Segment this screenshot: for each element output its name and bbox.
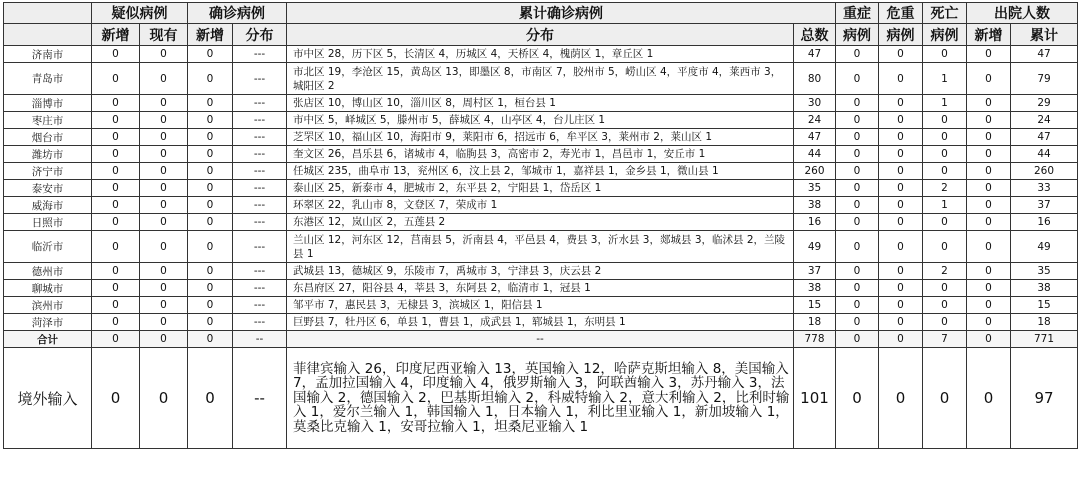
discharged-new-cell: 0 — [967, 46, 1011, 63]
total-severe-cell: 0 — [836, 331, 879, 348]
suspected-current-cell: 0 — [140, 63, 188, 95]
table-row — [4, 297, 1078, 314]
confirmed-distribution-cell: --- — [233, 129, 287, 146]
discharged-new-cell: 0 — [967, 263, 1011, 280]
imported-discharged-new-cell: 0 — [967, 348, 1011, 449]
suspected-current-cell: 0 — [140, 163, 188, 180]
death-cell: 0 — [923, 214, 967, 231]
total-critical-cell: 0 — [879, 331, 923, 348]
severe-cell: 0 — [836, 95, 879, 112]
confirmed-distribution-cell: --- — [233, 280, 287, 297]
suspected-new-cell: 0 — [92, 231, 140, 263]
suspected-current-cell: 0 — [140, 263, 188, 280]
imported-suspected-current-cell: 0 — [140, 348, 188, 449]
header-conf-distribution: 分布 — [233, 24, 287, 46]
imported-death-cell: 0 — [923, 348, 967, 449]
discharged-total-cell: 38 — [1011, 280, 1078, 297]
suspected-current-cell: 0 — [140, 46, 188, 63]
total-suspected-current-cell: 0 — [140, 331, 188, 348]
confirmed-new-cell: 0 — [188, 112, 233, 129]
discharged-total-cell: 29 — [1011, 95, 1078, 112]
cumulative-total-cell: 49 — [794, 231, 836, 263]
total-row — [4, 331, 1078, 348]
imported-label-cell: 境外输入 — [4, 348, 92, 449]
confirmed-distribution-cell: --- — [233, 180, 287, 197]
death-cell: 0 — [923, 112, 967, 129]
city-cell: 淄博市 — [4, 95, 92, 112]
discharged-total-cell: 47 — [1011, 46, 1078, 63]
discharged-total-cell: 37 — [1011, 197, 1078, 214]
header-death: 死亡 — [923, 3, 967, 24]
discharged-new-cell: 0 — [967, 297, 1011, 314]
table-row — [4, 180, 1078, 197]
suspected-current-cell: 0 — [140, 314, 188, 331]
header-critical-cases: 病例 — [879, 24, 923, 46]
severe-cell: 0 — [836, 214, 879, 231]
header-suspected: 疑似病例 — [92, 3, 188, 24]
critical-cell: 0 — [879, 146, 923, 163]
suspected-new-cell: 0 — [92, 63, 140, 95]
discharged-total-cell: 260 — [1011, 163, 1078, 180]
confirmed-distribution-cell: --- — [233, 95, 287, 112]
critical-cell: 0 — [879, 63, 923, 95]
death-cell: 0 — [923, 297, 967, 314]
header-row-top — [4, 3, 1078, 24]
confirmed-new-cell: 0 — [188, 163, 233, 180]
cumulative-total-cell: 15 — [794, 297, 836, 314]
total-confirmed-distribution-cell: -- — [233, 331, 287, 348]
cumulative-total-cell: 47 — [794, 46, 836, 63]
header-discharged-total: 累计 — [1011, 24, 1078, 46]
cumulative-total-cell: 18 — [794, 314, 836, 331]
severe-cell: 0 — [836, 112, 879, 129]
suspected-new-cell: 0 — [92, 297, 140, 314]
confirmed-new-cell: 0 — [188, 314, 233, 331]
severe-cell: 0 — [836, 180, 879, 197]
death-cell: 1 — [923, 95, 967, 112]
confirmed-new-cell: 0 — [188, 231, 233, 263]
discharged-new-cell: 0 — [967, 129, 1011, 146]
suspected-new-cell: 0 — [92, 314, 140, 331]
discharged-new-cell: 0 — [967, 314, 1011, 331]
suspected-current-cell: 0 — [140, 95, 188, 112]
cumulative-distribution-cell: 武城县 13，德城区 9，乐陵市 7，禹城市 3，宁津县 3，庆云县 2 — [287, 263, 794, 280]
critical-cell: 0 — [879, 180, 923, 197]
table-row — [4, 214, 1078, 231]
severe-cell: 0 — [836, 263, 879, 280]
severe-cell: 0 — [836, 280, 879, 297]
cumulative-distribution-cell: 芝罘区 10，福山区 10，海阳市 9，莱阳市 6，招远市 6，牟平区 3，莱州市 2，莱山区 1 — [287, 129, 794, 146]
table-body — [4, 46, 1078, 449]
city-cell: 临沂市 — [4, 231, 92, 263]
table-row — [4, 197, 1078, 214]
cumulative-total-cell: 38 — [794, 197, 836, 214]
discharged-new-cell: 0 — [967, 231, 1011, 263]
death-cell: 0 — [923, 314, 967, 331]
suspected-new-cell: 0 — [92, 46, 140, 63]
confirmed-distribution-cell: --- — [233, 314, 287, 331]
cumulative-distribution-cell: 泰山区 25，新泰市 4，肥城市 2，东平县 2，宁阳县 1，岱岳区 1 — [287, 180, 794, 197]
imported-confirmed-new-cell: 0 — [188, 348, 233, 449]
suspected-new-cell: 0 — [92, 263, 140, 280]
cumulative-distribution-cell: 市中区 28，历下区 5，长清区 4，历城区 4，天桥区 4，槐荫区 1，章丘区 1 — [287, 46, 794, 63]
suspected-new-cell: 0 — [92, 129, 140, 146]
death-cell: 2 — [923, 263, 967, 280]
discharged-new-cell: 0 — [967, 163, 1011, 180]
death-cell: 1 — [923, 197, 967, 214]
cumulative-distribution-cell: 市中区 5，峄城区 5，滕州市 5，薛城区 4，山亭区 4，台儿庄区 1 — [287, 112, 794, 129]
table-row — [4, 112, 1078, 129]
suspected-current-cell: 0 — [140, 112, 188, 129]
header-severe: 重症 — [836, 3, 879, 24]
city-cell: 青岛市 — [4, 63, 92, 95]
city-cell: 滨州市 — [4, 297, 92, 314]
suspected-new-cell: 0 — [92, 280, 140, 297]
confirmed-new-cell: 0 — [188, 280, 233, 297]
header-critical: 危重 — [879, 3, 923, 24]
suspected-new-cell: 0 — [92, 146, 140, 163]
total-discharged-new-cell: 0 — [967, 331, 1011, 348]
severe-cell: 0 — [836, 163, 879, 180]
header-sub-corner — [4, 24, 92, 46]
imported-cumulative-distribution-cell: 菲律宾输入 26，印度尼西亚输入 13，英国输入 12，哈萨克斯坦输入 8，美国输入 7，孟加拉国输入 4，印度输入 4，俄罗斯输入 3，阿联酋输入 3，苏丹输入 3，法国输入 2，德国输入 2，巴基斯坦输入 2，科威特输入 2，意大利输入 2，比利时输入 1，爱尔兰输入 1，韩国输入 1，日本输入 1，利比里亚输入 1，新加坡输入 1，莫桑比克输入 1，安哥拉输入 1，坦桑尼亚输入 1 — [287, 348, 794, 449]
critical-cell: 0 — [879, 314, 923, 331]
critical-cell: 0 — [879, 46, 923, 63]
critical-cell: 0 — [879, 95, 923, 112]
header-susp-new: 新增 — [92, 24, 140, 46]
cumulative-distribution-cell: 东昌府区 27，阳谷县 4，莘县 3，东阿县 2，临清市 1，冠县 1 — [287, 280, 794, 297]
imported-severe-cell: 0 — [836, 348, 879, 449]
total-discharged-total-cell: 771 — [1011, 331, 1078, 348]
confirmed-distribution-cell: --- — [233, 214, 287, 231]
header-cum-distribution: 分布 — [287, 24, 794, 46]
city-cell: 德州市 — [4, 263, 92, 280]
confirmed-new-cell: 0 — [188, 146, 233, 163]
discharged-total-cell: 79 — [1011, 63, 1078, 95]
critical-cell: 0 — [879, 280, 923, 297]
severe-cell: 0 — [836, 297, 879, 314]
cumulative-total-cell: 260 — [794, 163, 836, 180]
death-cell: 2 — [923, 180, 967, 197]
table-row — [4, 46, 1078, 63]
confirmed-distribution-cell: --- — [233, 63, 287, 95]
confirmed-new-cell: 0 — [188, 214, 233, 231]
death-cell: 1 — [923, 63, 967, 95]
discharged-new-cell: 0 — [967, 214, 1011, 231]
confirmed-distribution-cell: --- — [233, 112, 287, 129]
discharged-total-cell: 16 — [1011, 214, 1078, 231]
table-row — [4, 231, 1078, 263]
header-confirmed: 确诊病例 — [188, 3, 287, 24]
discharged-total-cell: 49 — [1011, 231, 1078, 263]
suspected-current-cell: 0 — [140, 214, 188, 231]
city-cell: 威海市 — [4, 197, 92, 214]
cumulative-total-cell: 38 — [794, 280, 836, 297]
confirmed-new-cell: 0 — [188, 129, 233, 146]
death-cell: 0 — [923, 231, 967, 263]
suspected-new-cell: 0 — [92, 180, 140, 197]
cumulative-total-cell: 30 — [794, 95, 836, 112]
total-confirmed-new-cell: 0 — [188, 331, 233, 348]
header-death-cases: 病例 — [923, 24, 967, 46]
death-cell: 0 — [923, 46, 967, 63]
header-susp-current: 现有 — [140, 24, 188, 46]
critical-cell: 0 — [879, 214, 923, 231]
table-row — [4, 146, 1078, 163]
cumulative-distribution-cell: 市北区 19，李沧区 15，黄岛区 13，即墨区 8，市南区 7，胶州市 5，崂山区 4，平度市 4，莱西市 3，城阳区 2 — [287, 63, 794, 95]
imported-cumulative-total-cell: 101 — [794, 348, 836, 449]
table-row — [4, 129, 1078, 146]
discharged-total-cell: 15 — [1011, 297, 1078, 314]
city-cell: 烟台市 — [4, 129, 92, 146]
cumulative-total-cell: 35 — [794, 180, 836, 197]
cumulative-total-cell: 80 — [794, 63, 836, 95]
discharged-new-cell: 0 — [967, 197, 1011, 214]
critical-cell: 0 — [879, 263, 923, 280]
table-row — [4, 95, 1078, 112]
death-cell: 0 — [923, 280, 967, 297]
suspected-new-cell: 0 — [92, 214, 140, 231]
suspected-current-cell: 0 — [140, 146, 188, 163]
discharged-new-cell: 0 — [967, 280, 1011, 297]
cumulative-total-cell: 37 — [794, 263, 836, 280]
header-conf-new: 新增 — [188, 24, 233, 46]
cumulative-distribution-cell: 邹平市 7，惠民县 3，无棣县 3，滨城区 1，阳信县 1 — [287, 297, 794, 314]
death-cell: 0 — [923, 163, 967, 180]
discharged-new-cell: 0 — [967, 95, 1011, 112]
suspected-current-cell: 0 — [140, 197, 188, 214]
table-row — [4, 63, 1078, 95]
confirmed-new-cell: 0 — [188, 46, 233, 63]
discharged-new-cell: 0 — [967, 146, 1011, 163]
city-cell: 潍坊市 — [4, 146, 92, 163]
total-suspected-new-cell: 0 — [92, 331, 140, 348]
discharged-total-cell: 33 — [1011, 180, 1078, 197]
discharged-new-cell: 0 — [967, 63, 1011, 95]
discharged-total-cell: 35 — [1011, 263, 1078, 280]
total-label-cell: 合计 — [4, 331, 92, 348]
cumulative-distribution-cell: 东港区 12，岚山区 2，五莲县 2 — [287, 214, 794, 231]
critical-cell: 0 — [879, 297, 923, 314]
severe-cell: 0 — [836, 231, 879, 263]
confirmed-distribution-cell: --- — [233, 163, 287, 180]
suspected-current-cell: 0 — [140, 231, 188, 263]
cumulative-distribution-cell: 巨野县 7，牡丹区 6，单县 1，曹县 1，成武县 1，郓城县 1，东明县 1 — [287, 314, 794, 331]
table-row — [4, 263, 1078, 280]
suspected-current-cell: 0 — [140, 180, 188, 197]
header-discharged-new: 新增 — [967, 24, 1011, 46]
severe-cell: 0 — [836, 314, 879, 331]
critical-cell: 0 — [879, 112, 923, 129]
confirmed-distribution-cell: --- — [233, 263, 287, 280]
suspected-current-cell: 0 — [140, 280, 188, 297]
table-row — [4, 314, 1078, 331]
discharged-total-cell: 18 — [1011, 314, 1078, 331]
discharged-total-cell: 24 — [1011, 112, 1078, 129]
imported-suspected-new-cell: 0 — [92, 348, 140, 449]
header-cum-total: 总数 — [794, 24, 836, 46]
discharged-total-cell: 44 — [1011, 146, 1078, 163]
table-row — [4, 280, 1078, 297]
cumulative-distribution-cell: 奎文区 26，昌乐县 6，诸城市 4，临朐县 3，高密市 2，寿光市 1，昌邑市 1，安丘市 1 — [287, 146, 794, 163]
table-row — [4, 163, 1078, 180]
critical-cell: 0 — [879, 163, 923, 180]
imported-row — [4, 348, 1078, 449]
confirmed-new-cell: 0 — [188, 197, 233, 214]
suspected-new-cell: 0 — [92, 163, 140, 180]
suspected-current-cell: 0 — [140, 297, 188, 314]
discharged-total-cell: 47 — [1011, 129, 1078, 146]
cumulative-distribution-cell: 张店区 10，博山区 10，淄川区 8，周村区 1，桓台县 1 — [287, 95, 794, 112]
covid-case-table — [3, 2, 1078, 449]
cumulative-distribution-cell: 任城区 235，曲阜市 13，兖州区 6，汶上县 2，邹城市 1，嘉祥县 1，金乡县 1，微山县 1 — [287, 163, 794, 180]
critical-cell: 0 — [879, 197, 923, 214]
severe-cell: 0 — [836, 46, 879, 63]
suspected-new-cell: 0 — [92, 112, 140, 129]
suspected-new-cell: 0 — [92, 95, 140, 112]
death-cell: 0 — [923, 129, 967, 146]
header-corner — [4, 3, 92, 24]
city-cell: 济南市 — [4, 46, 92, 63]
imported-discharged-total-cell: 97 — [1011, 348, 1078, 449]
city-cell: 菏泽市 — [4, 314, 92, 331]
header-cumulative: 累计确诊病例 — [287, 3, 836, 24]
confirmed-distribution-cell: --- — [233, 231, 287, 263]
confirmed-distribution-cell: --- — [233, 46, 287, 63]
cumulative-distribution-cell: 环翠区 22，乳山市 8，文登区 7，荣成市 1 — [287, 197, 794, 214]
imported-critical-cell: 0 — [879, 348, 923, 449]
header-row-sub — [4, 24, 1078, 46]
total-cumulative-total-cell: 778 — [794, 331, 836, 348]
critical-cell: 0 — [879, 129, 923, 146]
death-cell: 0 — [923, 146, 967, 163]
discharged-new-cell: 0 — [967, 112, 1011, 129]
confirmed-new-cell: 0 — [188, 95, 233, 112]
severe-cell: 0 — [836, 197, 879, 214]
severe-cell: 0 — [836, 63, 879, 95]
city-cell: 枣庄市 — [4, 112, 92, 129]
header-severe-cases: 病例 — [836, 24, 879, 46]
severe-cell: 0 — [836, 146, 879, 163]
confirmed-new-cell: 0 — [188, 263, 233, 280]
critical-cell: 0 — [879, 231, 923, 263]
header-discharged: 出院人数 — [967, 3, 1078, 24]
suspected-current-cell: 0 — [140, 129, 188, 146]
severe-cell: 0 — [836, 129, 879, 146]
total-cumulative-distribution-cell: -- — [287, 331, 794, 348]
cumulative-total-cell: 47 — [794, 129, 836, 146]
confirmed-distribution-cell: --- — [233, 146, 287, 163]
confirmed-distribution-cell: --- — [233, 197, 287, 214]
city-cell: 泰安市 — [4, 180, 92, 197]
cumulative-total-cell: 24 — [794, 112, 836, 129]
discharged-new-cell: 0 — [967, 180, 1011, 197]
imported-confirmed-distribution-cell: -- — [233, 348, 287, 449]
city-cell: 日照市 — [4, 214, 92, 231]
cumulative-total-cell: 44 — [794, 146, 836, 163]
confirmed-new-cell: 0 — [188, 180, 233, 197]
cumulative-total-cell: 16 — [794, 214, 836, 231]
confirmed-new-cell: 0 — [188, 63, 233, 95]
confirmed-new-cell: 0 — [188, 297, 233, 314]
suspected-new-cell: 0 — [92, 197, 140, 214]
city-cell: 聊城市 — [4, 280, 92, 297]
confirmed-distribution-cell: --- — [233, 297, 287, 314]
city-cell: 济宁市 — [4, 163, 92, 180]
total-death-cell: 7 — [923, 331, 967, 348]
cumulative-distribution-cell: 兰山区 12，河东区 12，莒南县 5，沂南县 4，平邑县 4，费县 3，沂水县 3，郯城县 3，临沭县 2，兰陵县 1 — [287, 231, 794, 263]
